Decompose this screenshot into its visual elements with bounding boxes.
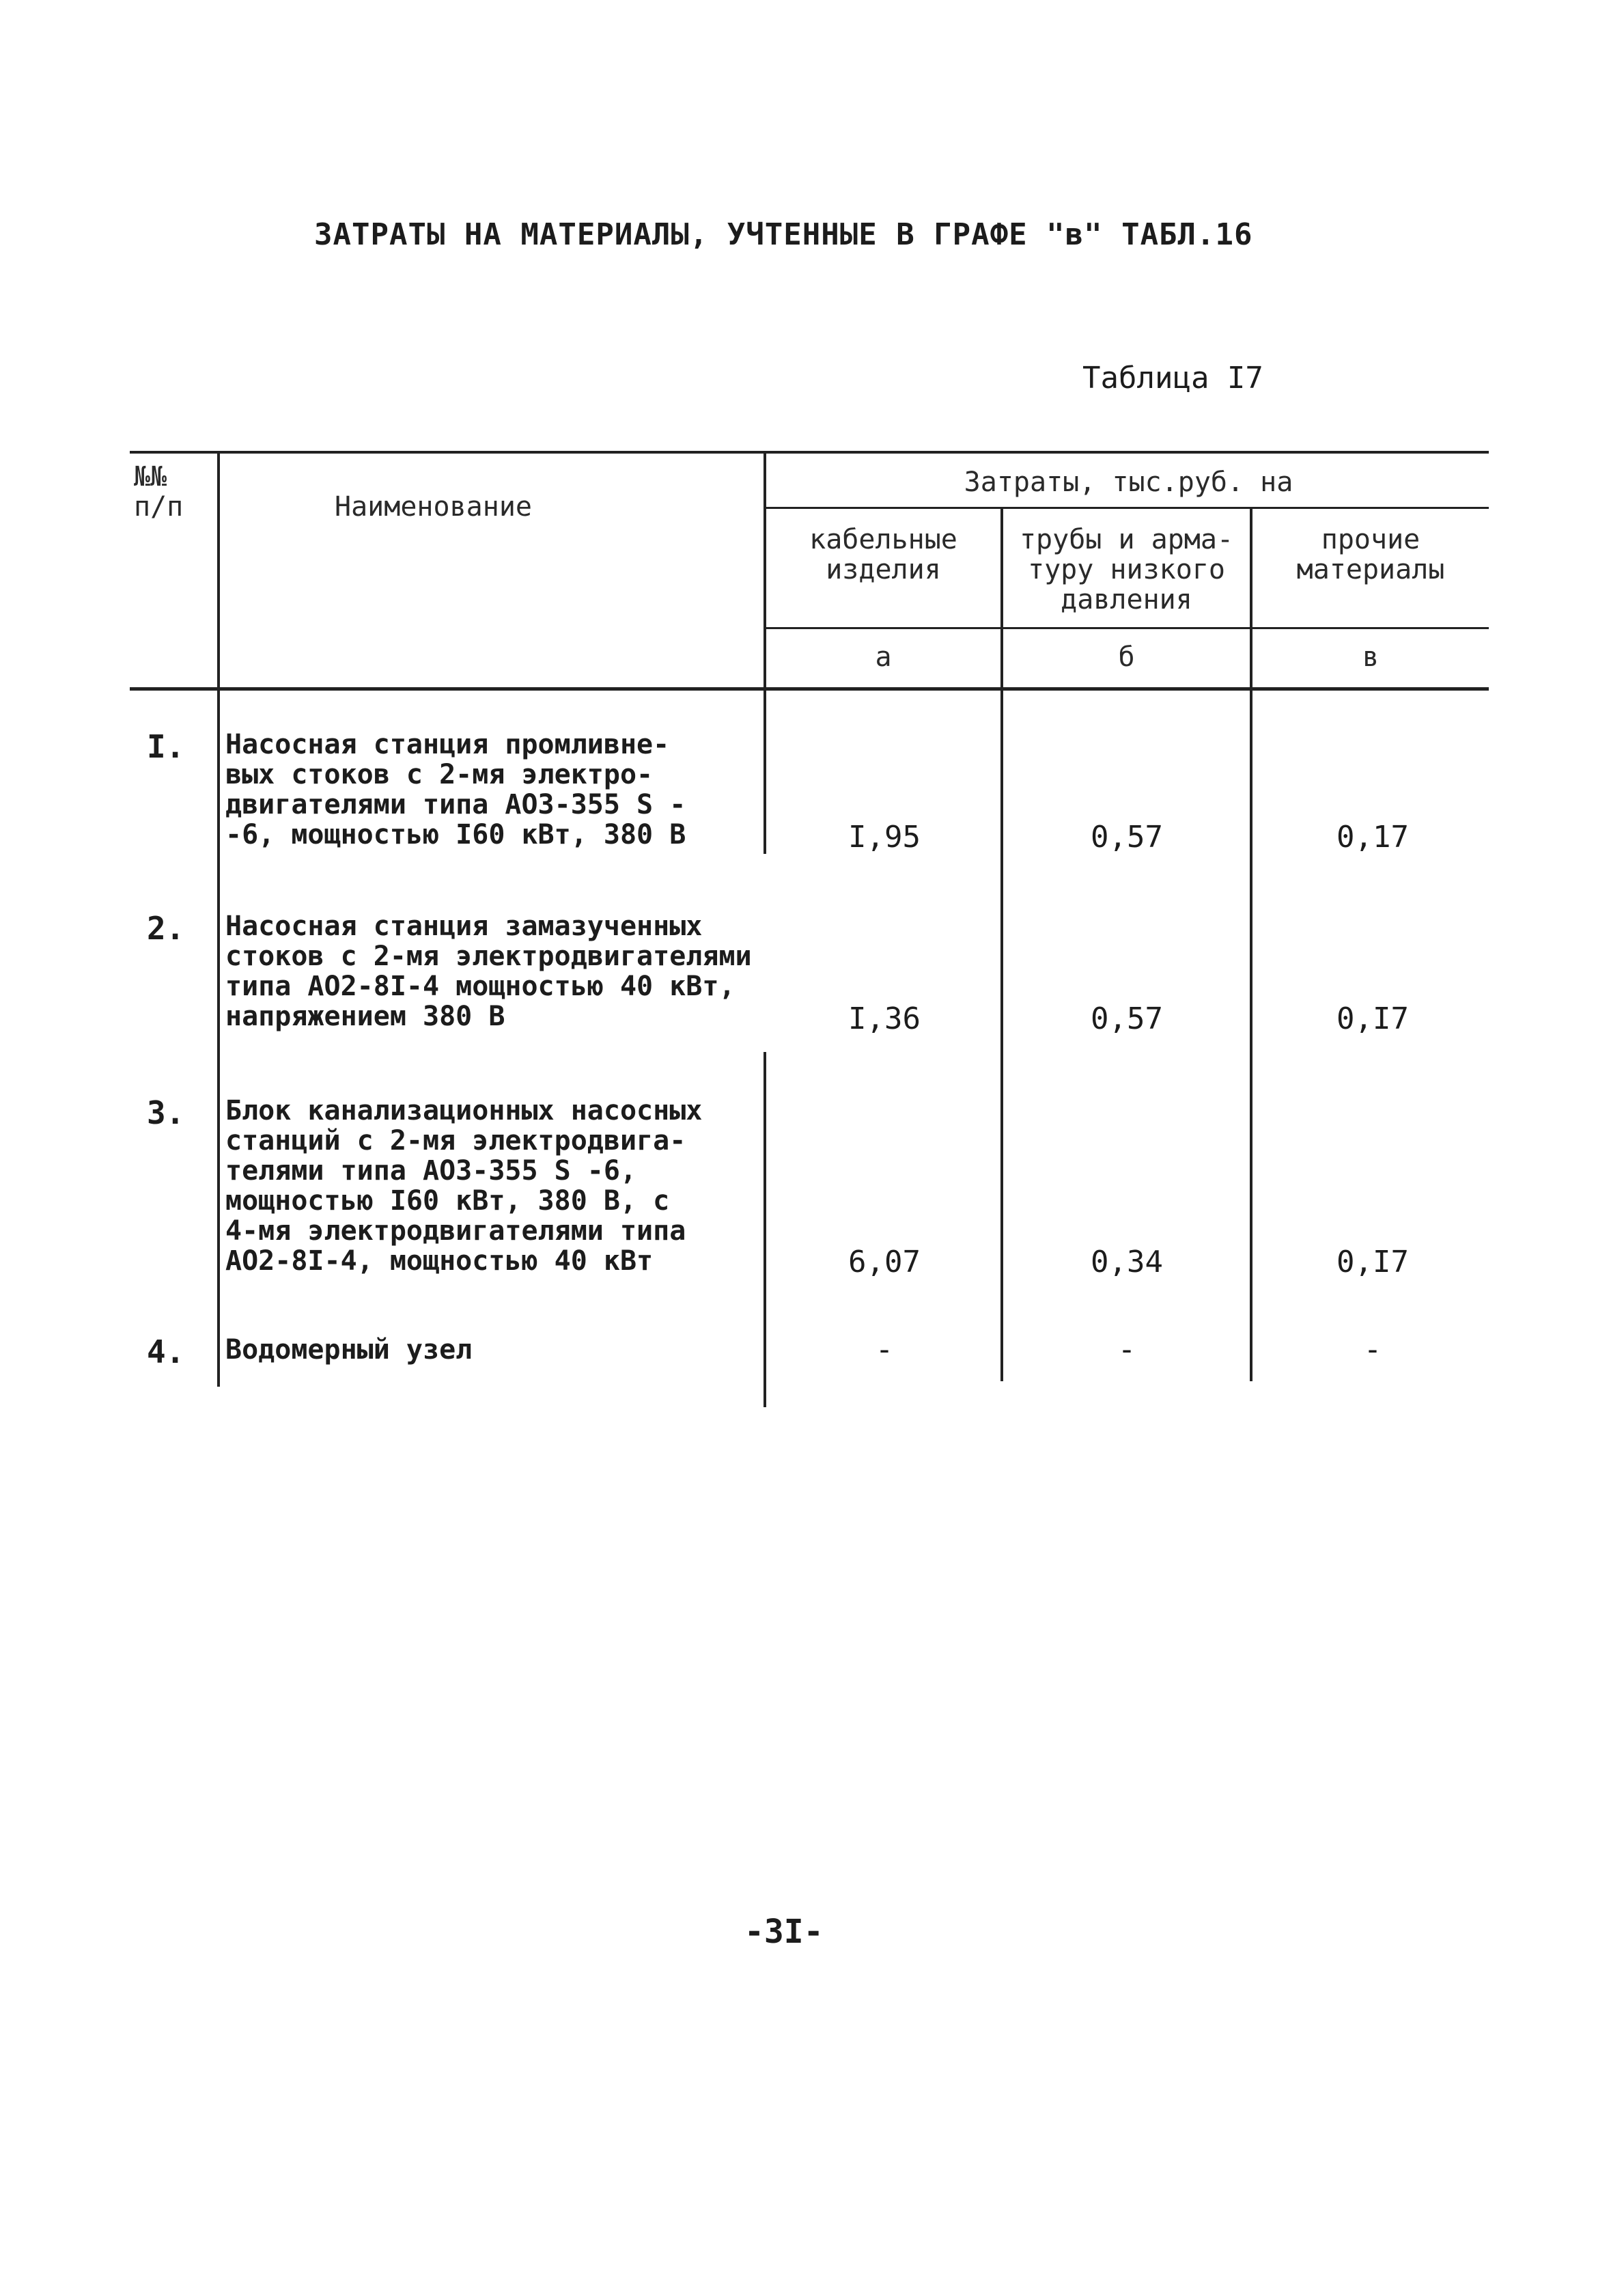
- header-bottom-rule: [130, 687, 1489, 691]
- row-value-pipes: 0,34: [1091, 1245, 1163, 1279]
- row-number: 2.: [147, 910, 185, 947]
- row-number: 3.: [147, 1094, 185, 1131]
- row-value-pipes: 0,57: [1091, 1001, 1163, 1036]
- row-value-cable: -: [875, 1332, 894, 1367]
- cost-group-rule: [764, 507, 1489, 509]
- row-number: I.: [147, 728, 185, 765]
- column-header-other: прочие материалы: [1296, 524, 1445, 585]
- table-label: Таблица I7: [1082, 361, 1263, 396]
- name-column-header: Наименование: [335, 491, 532, 523]
- page-number: -3I-: [744, 1913, 824, 1951]
- row-value-other: 0,I7: [1336, 1245, 1409, 1279]
- cost-group-header: Затраты, тыс.руб. на: [964, 467, 1293, 498]
- row-name: Блок канализационных насосных станций с 2-мя электродвига- телями типа АО3-355 S -6, мощностью I60 кВт, 380 В, с 4-мя электродвигателями типа АО2-8I-4, мощностью 40 кВт: [225, 1095, 703, 1277]
- column-header-pipes: трубы и арма- туру низкого давления: [1019, 524, 1234, 615]
- num-col-divider: [217, 451, 220, 1387]
- row-value-other: 0,I7: [1336, 1001, 1409, 1036]
- column-letter-a: а: [875, 641, 892, 673]
- row-value-other: -: [1363, 1332, 1382, 1367]
- row-name: Насосная станция промливне- вых стоков с 2-мя электро- двигателями типа АО3-355 S - -6, мощностью I60 кВт, 380 В: [225, 729, 686, 850]
- row-number: 4.: [147, 1333, 185, 1370]
- table-top-rule: [130, 451, 1489, 454]
- row-name: Насосная станция замазученных стоков с 2-мя электродвигателями типа АО2-8I-4 мощностью 40 кВт, напряжением 380 В: [225, 911, 752, 1032]
- column-letter-b: б: [1118, 641, 1135, 673]
- num-column-header: №№ п/п: [134, 461, 184, 523]
- row-value-cable: I,95: [848, 820, 921, 855]
- col-a-divider: [1000, 507, 1003, 1381]
- col-b-divider: [1250, 507, 1252, 1381]
- row-value-other: 0,17: [1336, 820, 1409, 855]
- column-letter-c: в: [1362, 641, 1380, 673]
- row-name: Водомерный узел: [225, 1334, 473, 1366]
- row-value-cable: 6,07: [848, 1245, 921, 1279]
- page-heading: ЗАТРАТЫ НА МАТЕРИАЛЫ, УЧТЕННЫЕ В ГРАФЕ "в" ТАБЛ.16: [314, 217, 1253, 252]
- row-value-pipes: 0,57: [1091, 820, 1163, 855]
- row-value-pipes: -: [1117, 1332, 1136, 1367]
- column-header-cable: кабельные изделия: [809, 524, 957, 585]
- row-value-cable: I,36: [848, 1001, 921, 1036]
- letters-rule: [764, 627, 1489, 629]
